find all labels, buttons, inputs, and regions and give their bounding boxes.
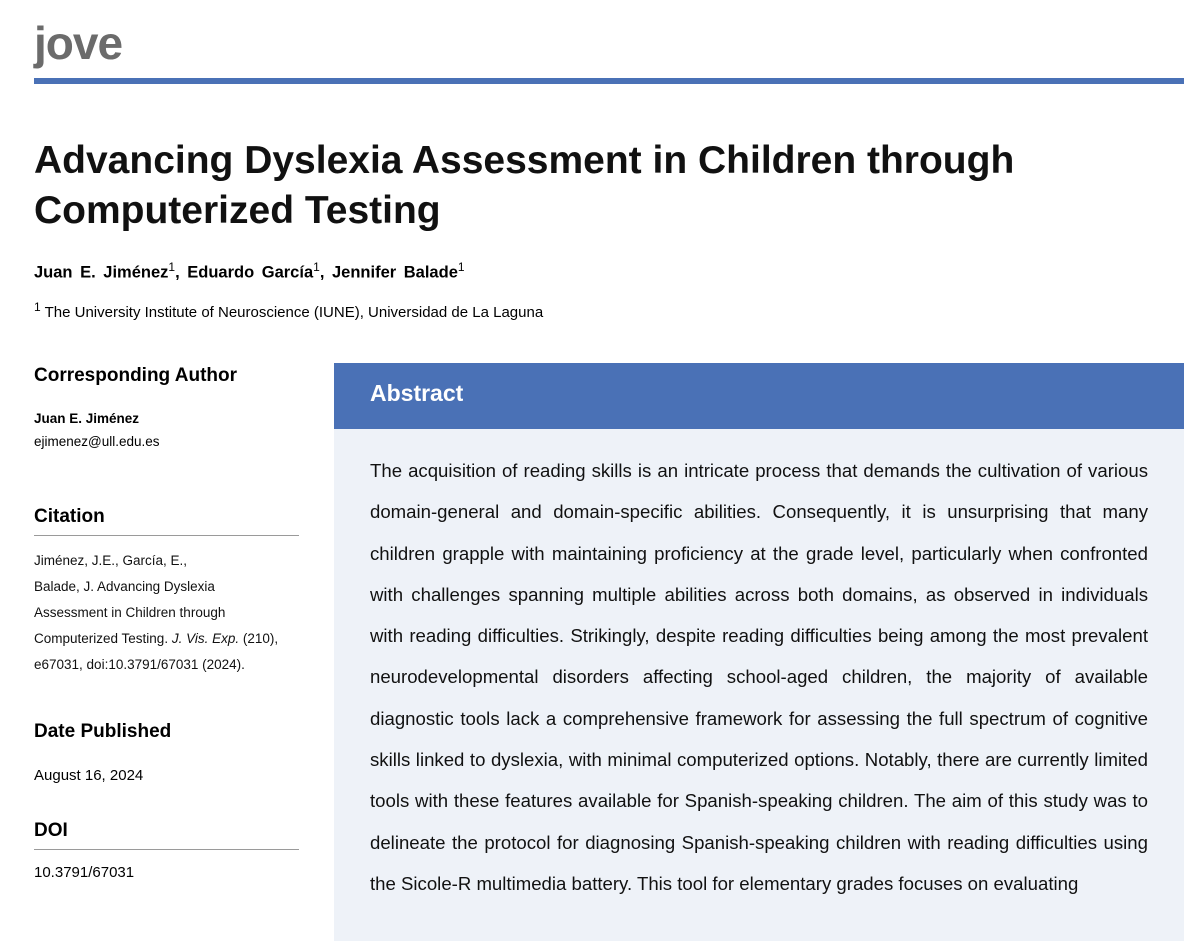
doi-value[interactable]: 10.3791/67031 [34,864,135,881]
abstract-heading: Abstract [370,380,464,406]
citation-line: e67031, doi:10.3791/67031 (2024). [34,657,245,672]
date-published-value: August 16, 2024 [34,767,144,784]
corresponding-author-email[interactable]: ejimenez@ull.edu.es [34,434,160,449]
citation-text [34,548,299,678]
corresponding-author-section [34,365,299,449]
citation-line: Jiménez, J.E., García, E., [34,553,188,568]
article-info-sidebar [34,365,299,881]
jove-logo[interactable] [34,14,138,72]
logo-wordmark: jove [34,17,123,69]
abstract-panel [334,429,1184,941]
author-name: Juan E. Jiménez [34,263,169,282]
affiliation [34,300,543,321]
date-published-heading: Date Published [34,721,172,742]
author-name: Jennifer Balade [331,263,458,282]
corresponding-author-heading: Corresponding Author [34,365,237,386]
author-affiliation-mark: 1 [313,260,320,274]
doi-section [34,820,299,881]
citation-section [34,506,299,678]
affiliation-mark: 1 [34,300,41,314]
citation-line: Balade, J. Advancing Dyslexia [34,579,215,594]
citation-title-end: Computerized Testing. [34,631,169,646]
author-affiliation-mark: 1 [168,260,176,274]
affiliation-text: The University Institute of Neuroscience (IUNE), Universidad de La Laguna [44,304,544,321]
header-divider [34,78,1184,84]
abstract-text: The acquisition of reading skills is an intricate process that demands the cultivation of various domain-general and domain-specific abilities. Consequently, it is unsurprising that many children grapple with maintaining proficiency at the grade level, particularly when confronted with challenges spanning multiple abilities across both domains, as observed in individuals with reading difficulties. Strikingly, despite reading difficulties being among the most prevalent neurodevelopmental disorders affecting school-aged children, the majority of available diagnostic tools lack a comprehensive framework for assessing the full spectrum of cognitive skills linked to dyslexia, with minimal computerized options. Notably, there are currently limited tools with these features available for Spanish-speaking children. The aim of this study was to delineate the protocol for diagnosing Spanish-speaking children with reading difficulties using the Sicole-R multimedia battery. This tool for elementary grades focuses on evaluating [370,460,1148,894]
author-list: Juan E. Jiménez$^1$, Eduardo García$^1$, Jennifer Balade$^1$ [34,260,465,282]
author-affiliation-mark: 1 [457,260,465,274]
abstract-header [334,363,1184,429]
citation-line: Assessment in Children through [34,605,226,620]
citation-heading: Citation [34,506,299,536]
article-title: Advancing Dyslexia Assessment in Children through Computerized Testing [34,139,1015,232]
citation-volume: (210), [239,631,279,646]
corresponding-author-name: Juan E. Jiménez [34,411,140,426]
author-name: Eduardo García [187,263,314,282]
citation-line [34,626,299,652]
date-published-section [34,721,299,784]
citation-journal: J. Vis. Exp. [171,631,240,646]
doi-heading: DOI [34,820,299,850]
